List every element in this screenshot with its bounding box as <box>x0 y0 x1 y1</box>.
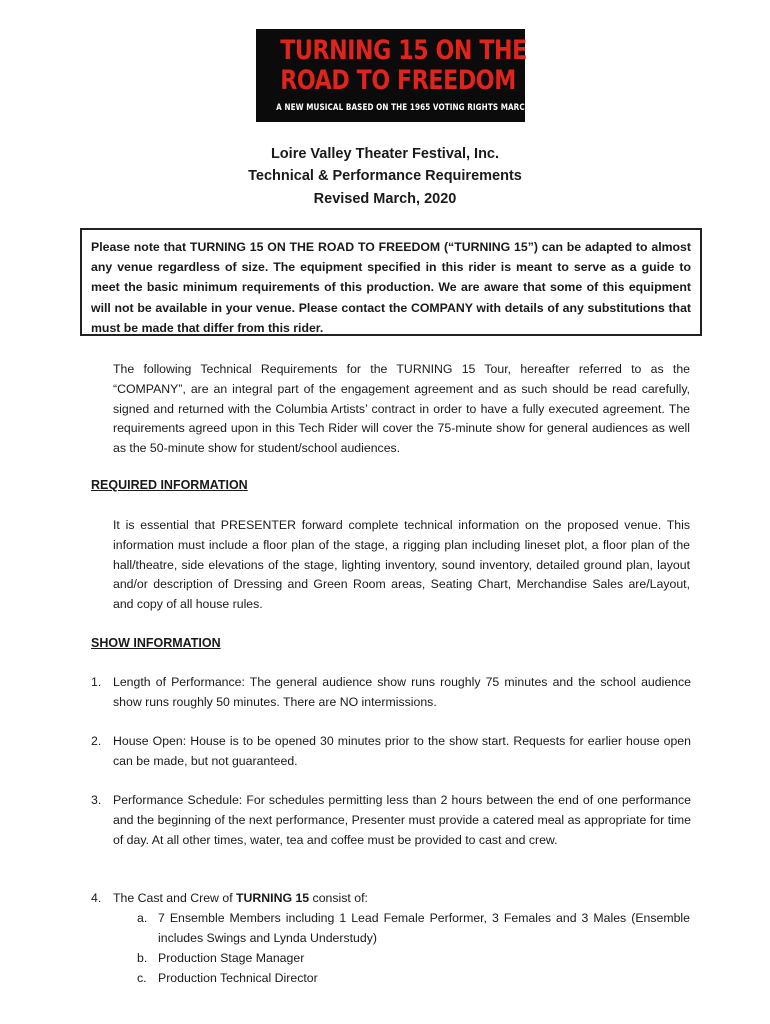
list-number: 2. <box>91 734 102 748</box>
list-text-after: consist of: <box>309 891 368 905</box>
sub-list-letter: a. <box>137 911 148 925</box>
logo-title-line-1: TURNING 15 ON THE <box>280 35 527 66</box>
list-number: 3. <box>91 793 102 807</box>
sub-list-item <box>137 949 690 969</box>
show-logo <box>256 29 531 122</box>
sub-list-letter: c. <box>137 971 147 985</box>
list-text-before: The Cast and Crew of <box>113 891 237 905</box>
list-text: Performance Schedule: For schedules permitting less than 2 hours between the end of one performance and the beginning of the next performance, Presenter must provide a catered meal as appropriate for time of day. At all other times, water, tea and coffee must be provided to cast and crew. <box>113 793 691 847</box>
list-number: 1. <box>91 675 102 689</box>
sub-list-letter: b. <box>137 951 148 965</box>
list-text: House Open: House is to be opened 30 minutes prior to the show start. Requests for earlier house open can be made, but not guaranteed. <box>113 734 691 768</box>
notice-box: Please note that TURNING 15 ON THE ROAD TO FREEDOM (“TURNING 15”) can be adapted to almost any venue regardless of size. The equipment specified in this rider is meant to serve as a guide to meet the basic minimum requirements of this production. We are aware that some of this equipment will not be available in your venue. Please contact the COMPANY with details of any substitutions that must be made that differ from this rider. <box>80 228 702 336</box>
sub-list-text: Production Technical Director <box>158 971 318 985</box>
required-information-text: It is essential that PRESENTER forward complete technical information on the proposed venue. This information must include a floor plan of the stage, a rigging plan including lineset plot, a floor plan of the hall/theatre, side elevations of the stage, lighting inventory, sound inventory, detailed ground plan, layout and/or description of Dressing and Green Room areas, Seating Chart, Merchandise Sales are/Layout, and copy of all house rules. <box>113 518 690 612</box>
required-information-heading: REQUIRED INFORMATION <box>91 478 248 492</box>
logo-title-line-2: ROAD TO FREEDOM <box>280 65 516 96</box>
revision-date: Revised March, 2020 <box>313 191 457 207</box>
sub-list-item <box>137 909 690 949</box>
list-item <box>91 889 691 909</box>
sub-list-item <box>137 969 690 989</box>
show-name-bold: TURNING 15 <box>236 891 310 905</box>
list-text: Length of Performance: The general audience show runs roughly 75 minutes and the school audience show runs roughly 50 minutes. There are NO intermissions. <box>113 675 691 709</box>
logo-subtitle: A NEW MUSICAL BASED ON THE 1965 VOTING RIGHTS MARCH <box>276 103 531 113</box>
list-item <box>91 791 691 850</box>
document-title: Technical & Performance Requirements <box>248 168 522 184</box>
sub-list-text: 7 Ensemble Members including 1 Lead Female Performer, 3 Females and 3 Males (Ensemble includes Swings and Lynda Understudy) <box>158 911 690 945</box>
sub-list-text: Production Stage Manager <box>158 951 305 965</box>
list-text <box>113 889 691 909</box>
list-item <box>91 673 691 713</box>
show-information-heading: SHOW INFORMATION <box>91 636 221 650</box>
list-item <box>91 732 691 772</box>
organization-title: Loire Valley Theater Festival, Inc. <box>270 146 500 162</box>
list-number: 4. <box>91 891 102 905</box>
intro-paragraph: The following Technical Requirements for the TURNING 15 Tour, hereafter referred to as the “COMPANY”, are an integral part of the engagement agreement and as such should be read carefully, signed and returned with the Columbia Artists’ contract in order to have a fully executed agreement. The requirements agreed upon in this Tech Rider will cover the 75-minute show for general audiences as well as the 50-minute show for student/school audiences. <box>113 362 690 456</box>
